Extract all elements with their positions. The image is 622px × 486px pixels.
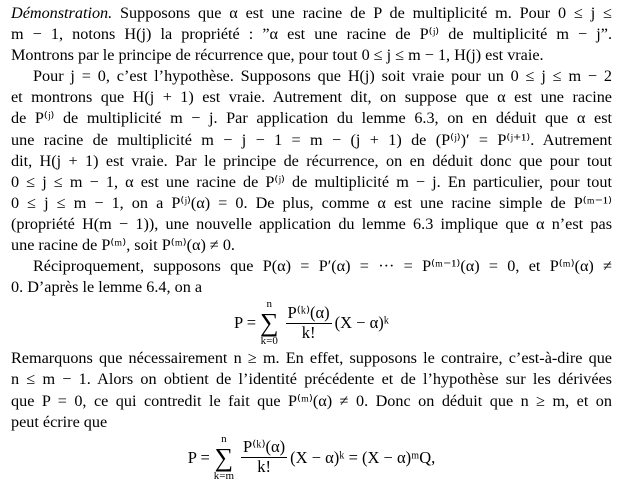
text-line: une racine de P⁽ᵐ⁾, soit P⁽ᵐ⁾(α) ≠ 0. xyxy=(11,236,235,255)
text-line: Pour j = 0, c’est l’hypothèse. Supposons que H(j) soit vraie pour un 0 ≤ j ≤ m − 2 xyxy=(33,67,612,86)
text-line: 0 ≤ j ≤ m − 1, α est une racine de P⁽ʲ⁾ de multiplicité m − j. En particulier, pour tout xyxy=(11,172,612,191)
paragraph-induction xyxy=(11,66,612,256)
text-line: Montrons par le principe de récurrence que, pour tout 0 ≤ j ≤ m − 1, H(j) est vraie. xyxy=(11,46,544,65)
fraction xyxy=(286,304,332,343)
fraction-denominator: k! xyxy=(257,457,271,477)
fraction-numerator: P⁽ᵏ⁾(α) xyxy=(287,302,330,322)
factorization-formula xyxy=(11,433,612,483)
sum-operator xyxy=(260,299,279,347)
text-line: de P⁽ʲ⁾ de multiplicité m − j. Par application du lemme 6.3, on en déduit que α est xyxy=(11,109,612,128)
text-line: Remarquons que nécessairement n ≥ m. En effet, supposons le contraire, c’est-à-dire que xyxy=(11,349,612,368)
fraction-denominator: k! xyxy=(301,322,316,342)
taylor-formula xyxy=(11,298,612,348)
formula-lhs: P = xyxy=(187,447,210,467)
formula-lhs: P = xyxy=(234,313,256,333)
sum-lower: k=m xyxy=(213,469,235,482)
text-line: n ≤ m − 1. Alors on obtient de l’identité précédente et de l’hypothèse sur les dérivées xyxy=(11,370,612,389)
text-line: Réciproquement, supposons que P(α) = P′(α) = ··· = P⁽ᵐ⁻¹⁾(α) = 0, et P⁽ᵐ⁾(α) ≠ xyxy=(33,257,612,276)
text-line: que P = 0, ce qui contredit le fait que P⁽ᵐ⁾(α) ≠ 0. Donc on déduit que n ≥ m, et on xyxy=(11,391,612,410)
text-span: Supposons que α est une racine de P de multiplicité m. Pour 0 ≤ j ≤ xyxy=(112,4,612,22)
text-line: m − 1, notons H(j) la propriété : ”α est une racine de P⁽ʲ⁾ de multiplicité m − j”. xyxy=(11,25,612,44)
sum-lower: k=0 xyxy=(260,335,278,348)
sum-upper: n xyxy=(266,298,273,311)
formula-tail: (X − α)ᵏ = (X − α)ᵐQ, xyxy=(290,447,436,467)
text-line: et montrons que H(j + 1) est vraie. Autrement dit, on suppose que α est une racine xyxy=(11,88,612,107)
text-line: peut écrire que xyxy=(11,412,108,431)
paragraph-converse xyxy=(11,256,612,298)
sum-operator xyxy=(214,434,234,482)
text-line: dit, H(j + 1) est vraie. Par le principe de récurrence, on en déduit donc que pour tout xyxy=(11,151,612,170)
sigma-symbol: ∑ xyxy=(260,308,279,338)
text-line: (propriété H(m − 1)), une nouvelle application du lemme 6.3 implique que α n’est pas xyxy=(11,214,612,233)
text-line: 0 ≤ j ≤ m − 1, on a P⁽ʲ⁾(α) = 0. De plus, comme α est une racine simple de P⁽ᵐ⁻¹⁾ xyxy=(11,193,612,212)
sum-upper: n xyxy=(221,432,227,445)
text-line xyxy=(11,3,612,24)
fraction xyxy=(241,438,287,477)
paragraph-demonstration xyxy=(11,3,612,66)
text-line: une racine de multiplicité m − j − 1 = m − (j + 1) de (P⁽ʲ⁾)′ = P⁽ʲ⁺¹⁾. Autrement xyxy=(11,130,612,149)
paragraph-remark xyxy=(11,348,612,432)
proof-label: Démonstration. xyxy=(11,4,113,22)
formula-tail: (X − α)ᵏ xyxy=(334,313,389,333)
document-page xyxy=(11,3,612,483)
fraction-numerator: P⁽ᵏ⁾(α) xyxy=(243,437,286,457)
sigma-symbol: ∑ xyxy=(214,442,234,472)
text-line: 0. D’après le lemme 6.4, on a xyxy=(11,278,203,297)
